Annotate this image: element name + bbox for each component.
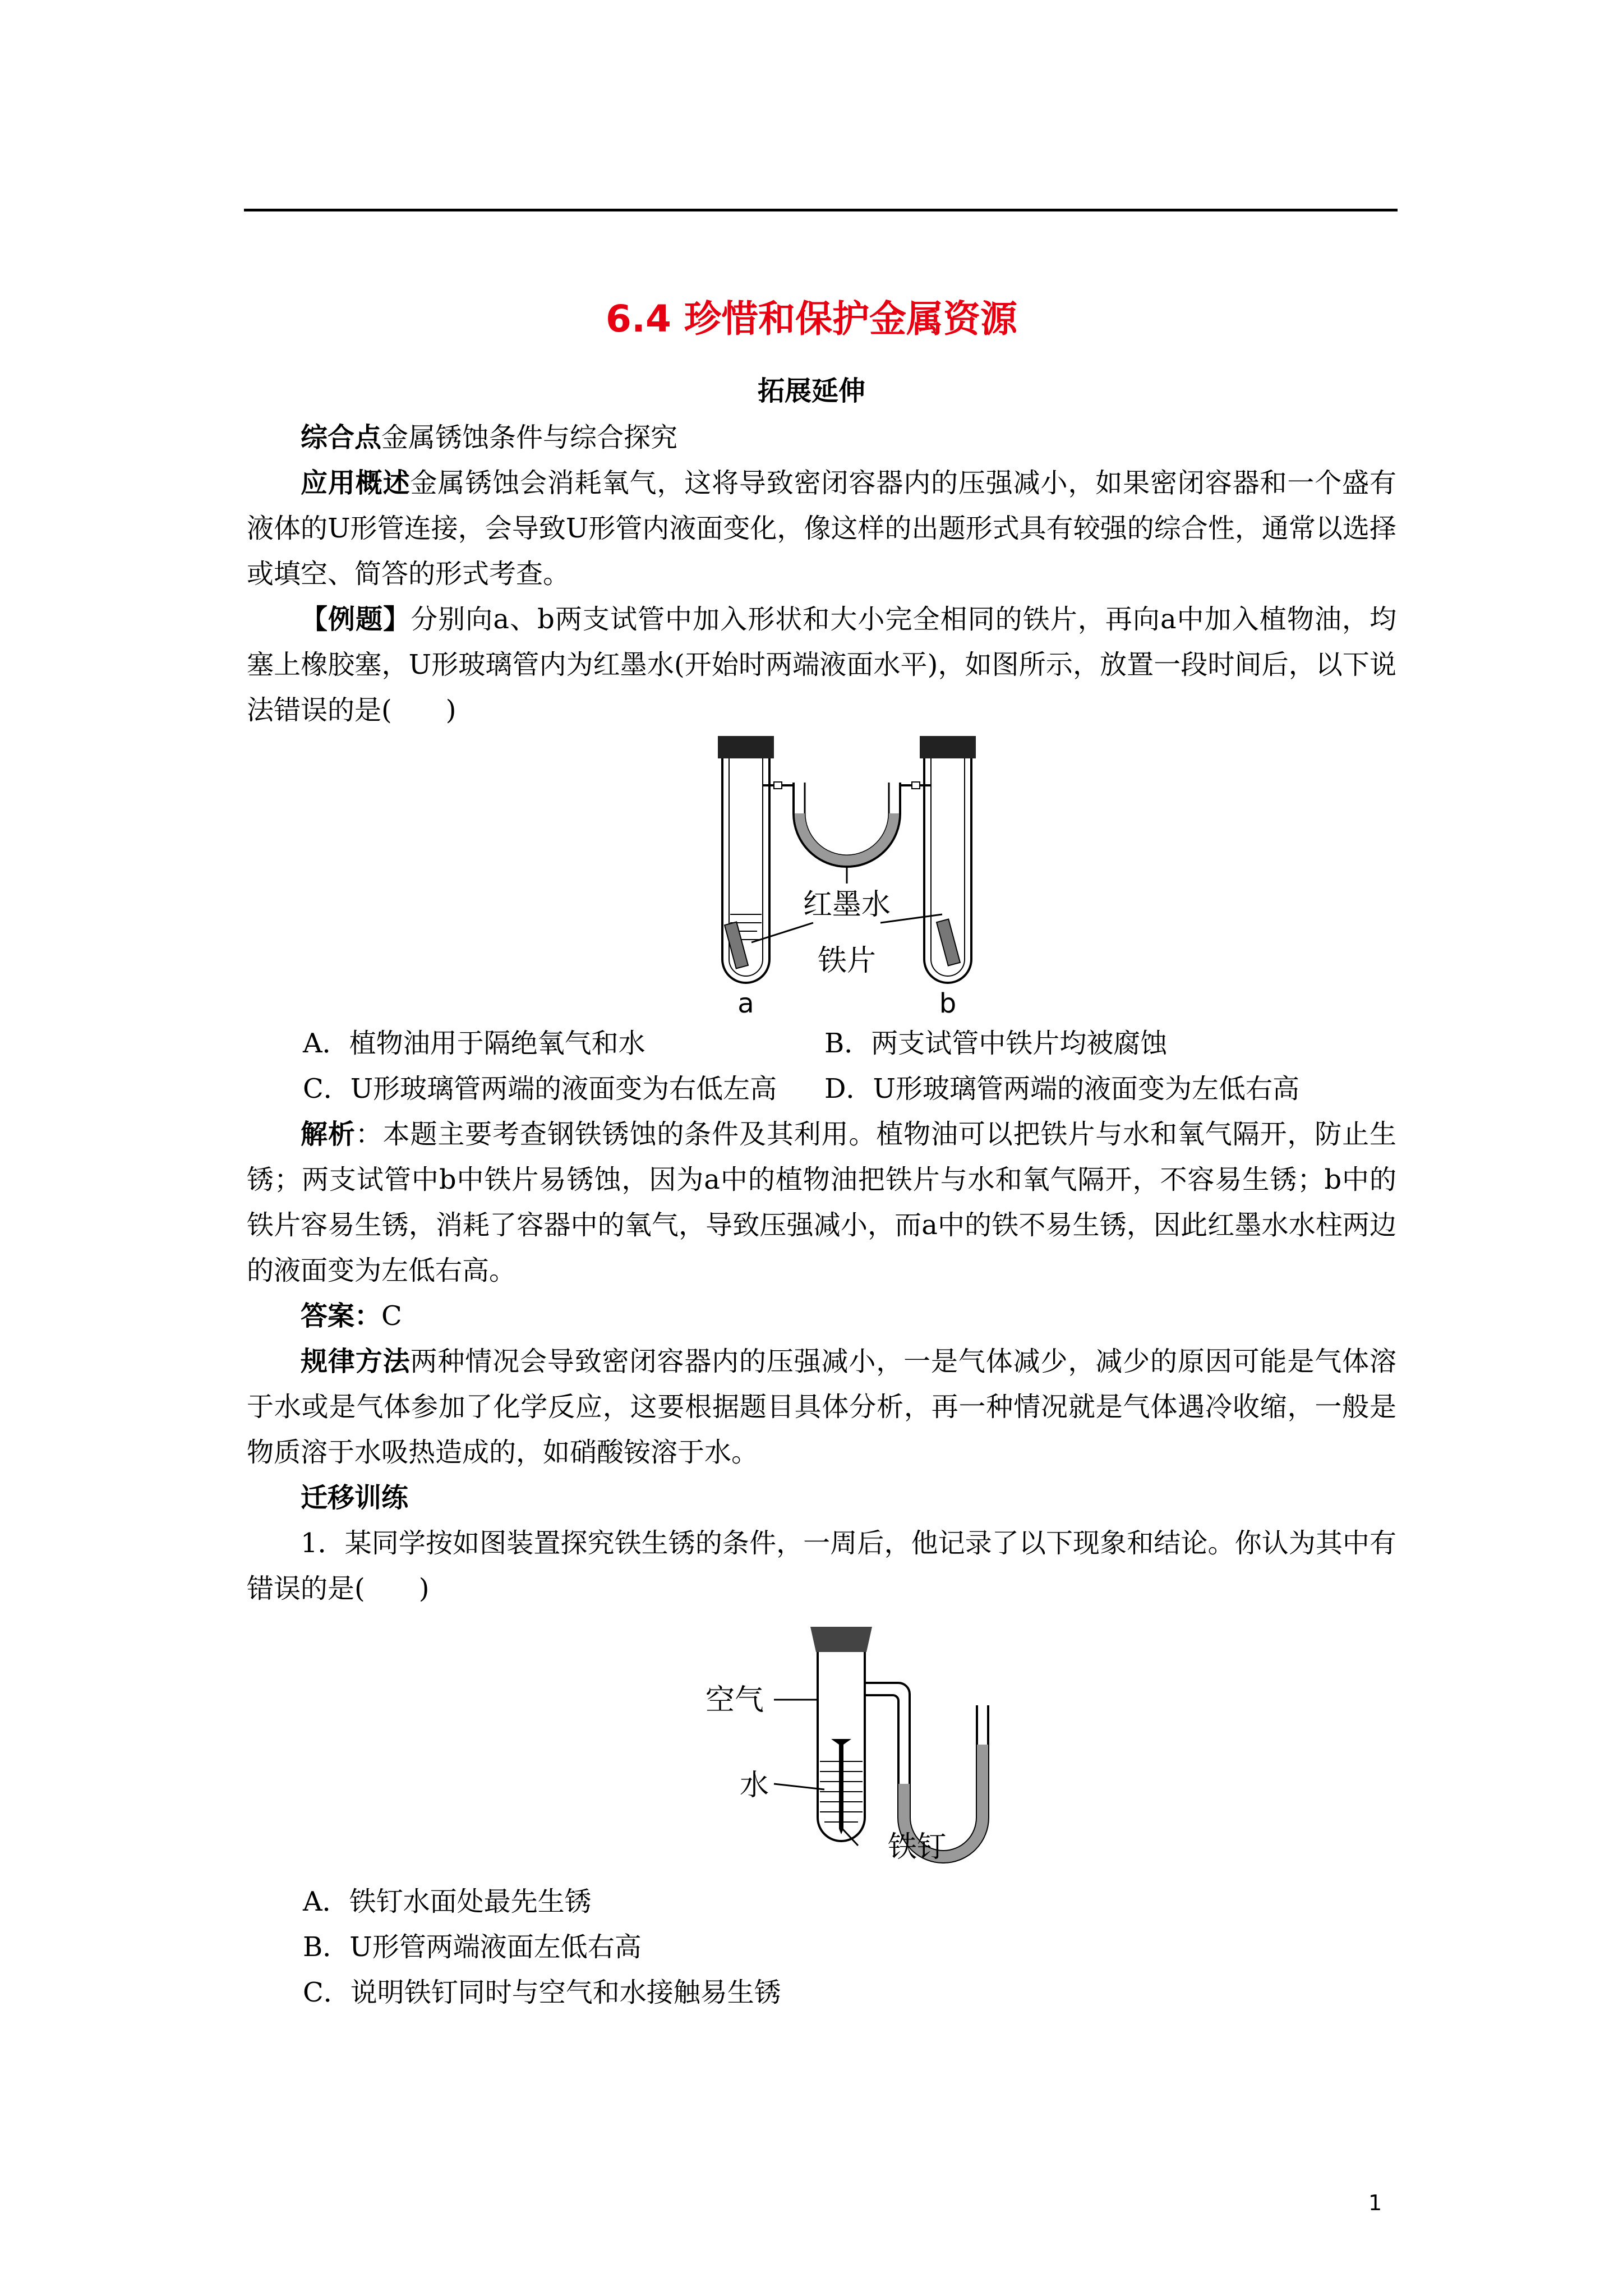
method-label: 规律方法 (301, 1346, 411, 1377)
figure-u-tube-experiment (695, 729, 987, 1021)
paragraph-overview (247, 461, 1396, 597)
stopper-b (920, 736, 976, 758)
page-number: 1 (1368, 2191, 1382, 2215)
page-title: 6.4 珍惜和保护金属资源 (606, 297, 1017, 341)
example-options-row-2 (303, 1066, 777, 1112)
label-tube-b: b (939, 988, 957, 1019)
label-red-ink: 红墨水 (803, 888, 891, 922)
example-option-c: C．U形玻璃管两端的液面变为右低左高 (303, 1073, 777, 1105)
analysis-label: 解析 (301, 1119, 356, 1150)
label-iron-piece: 铁片 (817, 944, 877, 978)
section-subtitle: 拓展延伸 (757, 375, 865, 407)
q1-option-b: B．U形管两端液面左低右高 (303, 1931, 642, 1963)
iron-piece-b (937, 919, 960, 966)
q1-option-c: C．说明铁钉同时与空气和水接触易生锈 (303, 1977, 781, 2008)
key-point-text: 金属锈蚀条件与综合探究 (381, 422, 678, 453)
answer-label: 答案： (301, 1300, 382, 1332)
paragraph-answer (247, 1294, 1396, 1339)
u-tube (794, 783, 900, 867)
iron-piece-a (725, 922, 748, 969)
label-iron-nail: 铁钉 (887, 1830, 947, 1864)
example-option-d: D．U形玻璃管两端的液面变为左低右高 (824, 1073, 1299, 1105)
paragraph-method (247, 1339, 1396, 1475)
stopper-a (718, 736, 774, 758)
label-tube-a: a (737, 988, 754, 1019)
label-air: 空气 (705, 1683, 764, 1717)
header-rule (244, 209, 1398, 211)
question-1: 1．某同学按如图装置探究铁生锈的条件，一周后，他记录了以下现象和结论。你认为其中有错误的是( ) (247, 1527, 1396, 1604)
example-option-b: B．两支试管中铁片均被腐蚀 (824, 1028, 1168, 1059)
paragraph-key-point (247, 415, 1396, 461)
label-water: 水 (739, 1769, 769, 1802)
example-label: 【例题】 (301, 604, 411, 635)
stopper (810, 1627, 872, 1652)
method-text: 两种情况会导致密闭容器内的压强减小，一是气体减少，减少的原因可能是气体溶于水或是气体参加了化学反应，这要根据题目具体分析，再一种情况就是气体遇冷收缩，一般是物质溶于水吸热造成的，如硝酸铵溶于水。 (247, 1346, 1396, 1468)
example-text: 分别向a、b两支试管中加入形状和大小完全相同的铁片，再向a中加入植物油，均塞上橡胶塞，U形玻璃管内为红墨水(开始时两端液面水平)，如图所示，放置一段时间后，以下说法错误的是( ) (247, 604, 1396, 726)
overview-label: 应用概述 (301, 467, 411, 499)
overview-text: 金属锈蚀会消耗氧气，这将导致密闭容器内的压强减小，如果密闭容器和一个盛有液体的U形管连接，会导致U形管内液面变化，像这样的出题形式具有较强的综合性，通常以选择或填空、简答的形式考查。 (247, 467, 1396, 590)
red-ink-liquid (795, 813, 899, 866)
figure-nail-experiment (690, 1621, 1004, 1879)
example-options-row-1 (303, 1021, 645, 1066)
paragraph-example (247, 597, 1396, 733)
q1-option-a: A．铁钉水面处最先生锈 (303, 1886, 592, 1917)
example-option-a: A．植物油用于隔绝氧气和水 (303, 1028, 645, 1059)
analysis-text: ：本题主要考查钢铁锈蚀的条件及其利用。植物油可以把铁片与水和氧气隔开，防止生锈；两支试管中b中铁片易锈蚀，因为a中的植物油把铁片与水和氧气隔开，不容易生锈；b中的铁片容易生锈，消耗了容器中的氧气，导致压强减小，而a中的铁不易生锈，因此红墨水水柱两边的液面变为左低右高。 (247, 1119, 1396, 1286)
practice-heading: 迁移训练 (301, 1482, 409, 1513)
key-point-label: 综合点 (301, 422, 382, 453)
answer-text: C (381, 1300, 402, 1332)
u-tube (865, 1683, 977, 1851)
iron-nail (831, 1739, 851, 1834)
paragraph-analysis (247, 1112, 1396, 1294)
